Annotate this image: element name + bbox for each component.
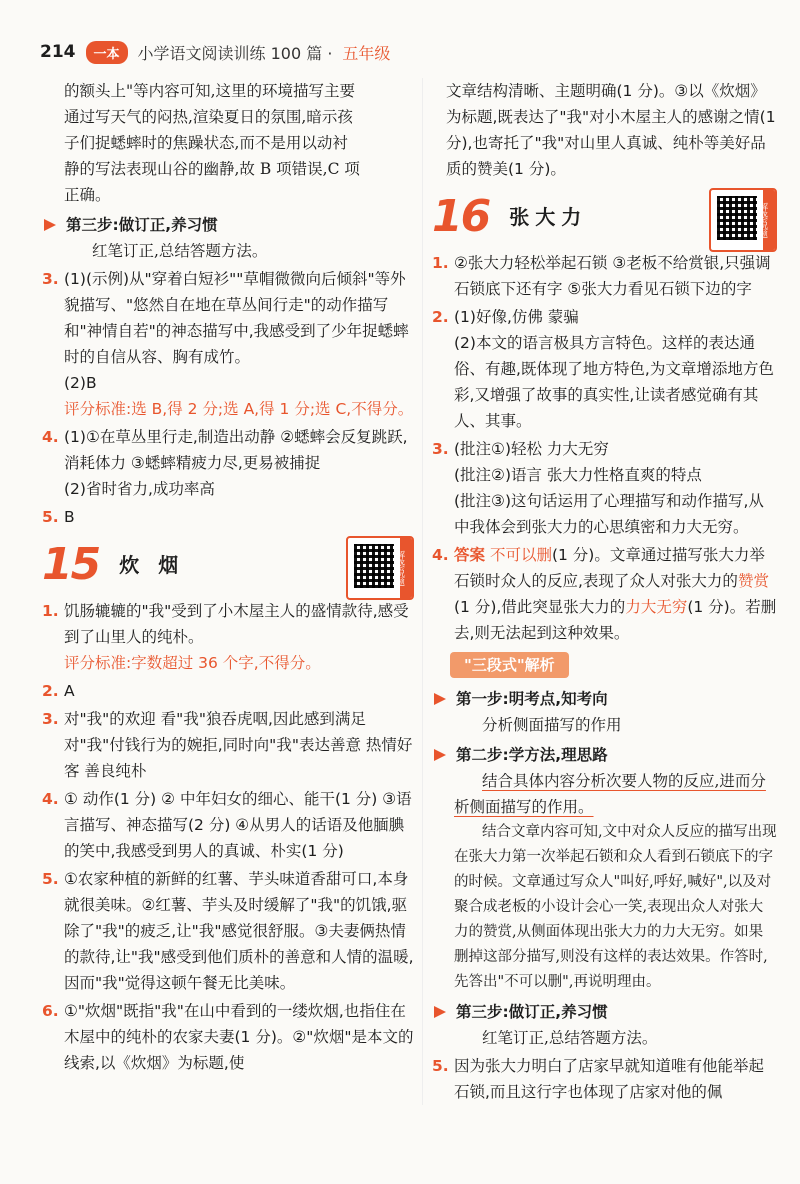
right-column [432,78,777,1105]
question-number: 2. [432,308,449,326]
answer-text: (2)本文的语言极具方言特色。这样的表达通俗、有趣,既体现了地方特色,为文章增添地方色彩,又增强了故事的真实性,让读者感觉确有其人、其事。 [454,334,774,430]
lesson-number: 15 [42,539,100,590]
page-header [40,32,390,72]
arrow-icon [434,749,446,761]
answer-text: (批注③)这句话运用了心理描写和动作描写,从中我体会到张大力的心思缜密和力大无穷。 [454,492,764,536]
question-number: 4. [42,790,59,808]
arrow-icon [44,219,56,231]
step1-text: 分析侧面描写的作用 [482,716,622,734]
answer-text [454,542,777,646]
analysis-badge: "三段式"解析 [450,652,569,678]
lesson16-question-1 [432,250,777,302]
qr-tag: 解惑说题 [763,190,775,250]
answer-text: ①"炊烟"既指"我"在山中看到的一缕炊烟,也指住在木屋中的纯朴的农家夫妻(1 分)。②"炊烟"是本文的线索,以《炊烟》为标题,使 [64,1002,414,1072]
series-title: 小学语文阅读训练 100 篇 · [137,43,333,63]
step1-heading [432,686,777,712]
answer-text: (1)①在草丛里行走,制造出动静 ②蟋蟀会反复跳跃,消耗体力 ③蟋蟀精疲力尽,更易被捕捉 [64,428,408,472]
lesson16-question-4 [432,542,777,646]
answer-text: 因为张大力明白了店家早就知道唯有他能举起石锁,而且这行字也体现了店家对他的佩 [454,1057,765,1101]
question-5 [42,504,414,530]
answer-text: ① 动作(1 分) ② 中年妇女的细心、能干(1 分) ③语言描写、神态描写(2 分) ④从男人的话语及他腼腆的笑中,我感受到男人的真诚、朴实(1 分) [64,790,412,860]
lesson15-question-1 [42,598,414,676]
lesson16-question-3 [432,436,777,540]
step3-heading [42,212,414,238]
lesson15-question-3 [42,706,414,784]
question-number: 1. [432,254,449,272]
answer-text: ②张大力轻松举起石锁 ③老板不给赏银,只强调石锁底下还有字 ⑤张大力看见石锁下边的字 [454,254,771,298]
answer-highlight: 力大无穷 [625,598,688,616]
answer-text: (1)(示例)从"穿着白短衫""草帽微微向后倾斜"等外貌描写、"悠然自在地在草丛间行走"的动作描写和"神情自若"的神态描写中,我感受到了少年捉蟋蟀时的自信从容、胸有成竹。 [64,270,409,366]
arrow-icon [434,693,446,705]
answer-text: 饥肠辘辘的"我"受到了小木屋主人的盛情款待,感受到了山里人的纯朴。 [64,602,409,646]
answer-text: 对"我"的欢迎 看"我"狼吞虎咽,因此感到满足 对"我"付钱行为的婉拒,同时向"我"表达善意 热情好客 善良纯朴 [64,710,413,780]
step3-title: 第三步:做订正,养习惯 [66,216,218,234]
step3-text: 红笔订正,总结答题方法。 [482,1029,658,1047]
intro-line: 通过写天气的闷热,渲染夏日的氛围,暗示孩 [64,108,353,126]
continued-text: 文章结构清晰、主题明确(1 分)。③以《炊烟》为标题,既表达了"我"对小木屋主人的感谢之情(1 分),也寄托了"我"对山里人真诚、纯朴等美好品质的赞美(1 分)。 [446,82,776,178]
answer-part: (1 分)。若删去,则无法起到这种效果。 [454,598,777,642]
intro-line: 静的写法表现山谷的幽静,故 B 项错误,C 项 [64,160,360,178]
lesson-title: 张大力 [509,205,588,229]
answer-label: 答案 [454,546,486,564]
answer-text: (批注②)语言 张大力性格直爽的特点 [454,466,702,484]
answer-highlight: 赞赏 [737,572,769,590]
question-3 [42,266,414,422]
lesson-title: 炊 烟 [119,553,185,577]
brand-logo: 一本 [86,41,128,64]
intro-paragraph [42,78,414,208]
answer-part: (1 分),借此突显张大力的 [454,598,626,616]
scoring-standard: 评分标准:选 B,得 2 分;选 A,得 1 分;选 C,不得分。 [64,400,414,418]
lesson-16-heading [432,192,777,242]
question-number: 2. [42,682,59,700]
arrow-icon [434,1006,446,1018]
step3-title: 第三步:做订正,养习惯 [456,1003,608,1021]
answer-text: ①农家种植的新鲜的红薯、芋头味道香甜可口,本身就很美味。②红薯、芋头及时缓解了"我"的饥饿,驱除了"我"的疲乏,让"我"感觉很舒服。③夫妻俩热情的款待,让"我"感受到他们质朴的善意和人情的温暖,因而"我"觉得这顿午餐无比美味。 [64,870,414,992]
answer-text: A [64,682,75,700]
lesson15-question-5 [42,866,414,996]
answer-text: B [64,508,75,526]
intro-line: 正确。 [64,186,111,204]
step2-text: 结合具体内容分析次要人物的反应,进而分析侧面描写的作用。 [454,772,766,816]
answer-text: (2)省时省力,成功率高 [64,480,215,498]
intro-line: 子们捉蟋蟀时的焦躁状态,而不是用以动衬 [64,134,348,152]
question-number: 3. [42,710,59,728]
lesson-number: 16 [432,191,490,242]
question-4 [42,424,414,502]
step2-paragraph: 结合文章内容可知,文中对众人反应的描写出现在张大力第一次举起石锁和众人看到石锁底下的字的时候。文章通过写众人"叫好,呼好,喊好",以及对聚合成老板的小设计会心一笑,表现出众人对张大力的赞赏,从侧面体现出张大力的力大无穷。如果删掉这部分描写,则没有这样的表达效果。作答时,先答出"不可以删",再说明理由。 [454,824,777,990]
intro-line: 的额头上"等内容可知,这里的环境描写主要 [64,82,356,100]
question-number: 1. [42,602,59,620]
step1-title: 第一步:明考点,知考向 [456,690,608,708]
left-column [42,78,414,1076]
question-number: 4. [432,546,449,564]
lesson15-question-2 [42,678,414,704]
question-number: 5. [42,508,59,526]
step3-text: 红笔订正,总结答题方法。 [92,242,268,260]
question-number: 3. [42,270,59,288]
answer-text: (2)B [64,374,97,392]
step2-title: 第二步:学方法,理思路 [456,746,608,764]
lesson15-question-6 [42,998,414,1076]
step2-heading [432,742,777,768]
question-number: 5. [42,870,59,888]
answer-part: (1 分)。文章通过描写张大力举石锁时众人的反应,表现了众人对张大力的 [454,546,765,590]
page-number: 214 [40,42,76,62]
qr-code-icon[interactable] [709,188,777,252]
lesson16-question-2 [432,304,777,434]
question-number: 3. [432,440,449,458]
lesson-15-heading [42,540,414,590]
lesson15-question-4 [42,786,414,864]
question-number: 6. [42,1002,59,1020]
answer-text: (批注①)轻松 力大无穷 [454,440,609,458]
qr-tag: 解惑说题 [400,538,412,598]
answer-key: 不可以删 [489,546,552,564]
qr-code-icon[interactable] [346,536,414,600]
step3-heading-right [432,999,777,1025]
answer-text: (1)好像,仿佛 蒙骗 [454,308,579,326]
question-number: 5. [432,1057,449,1075]
scoring-standard: 评分标准:字数超过 36 个字,不得分。 [64,654,321,672]
lesson16-question-5 [432,1053,777,1105]
grade-label: 五年级 [342,43,391,63]
question-number: 4. [42,428,59,446]
